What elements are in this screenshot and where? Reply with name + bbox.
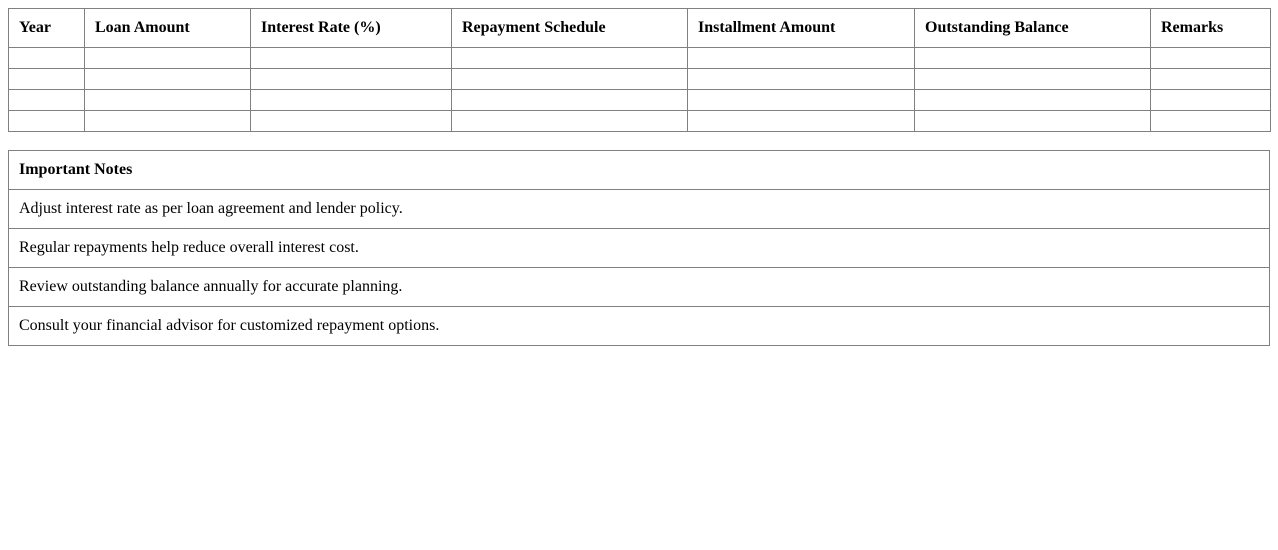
table-cell <box>9 48 85 69</box>
table-cell <box>688 90 915 111</box>
important-notes-table <box>8 150 1270 346</box>
table-cell <box>1151 111 1271 132</box>
table-row <box>9 90 1271 111</box>
column-header-repayment-schedule: Repayment Schedule <box>452 9 688 48</box>
table-row <box>9 69 1271 90</box>
table-header-row <box>9 9 1271 48</box>
table-cell <box>85 48 251 69</box>
note-item: Consult your financial advisor for customized repayment options. <box>9 307 1270 346</box>
table-cell <box>251 90 452 111</box>
table-cell <box>85 90 251 111</box>
table-cell <box>85 69 251 90</box>
table-cell <box>9 90 85 111</box>
note-item: Review outstanding balance annually for accurate planning. <box>9 268 1270 307</box>
note-row <box>9 190 1270 229</box>
table-row <box>9 111 1271 132</box>
column-header-remarks: Remarks <box>1151 9 1271 48</box>
notes-title: Important Notes <box>9 151 1270 190</box>
table-cell <box>1151 69 1271 90</box>
table-cell <box>251 111 452 132</box>
table-row <box>9 48 1271 69</box>
table-cell <box>915 111 1151 132</box>
table-cell <box>452 90 688 111</box>
table-cell <box>1151 90 1271 111</box>
note-row <box>9 268 1270 307</box>
table-cell <box>9 111 85 132</box>
table-cell <box>688 69 915 90</box>
column-header-loan-amount: Loan Amount <box>85 9 251 48</box>
table-cell <box>9 69 85 90</box>
table-cell <box>915 48 1151 69</box>
notes-header-row <box>9 151 1270 190</box>
table-cell <box>1151 48 1271 69</box>
document-body <box>8 8 1270 346</box>
table-cell <box>452 48 688 69</box>
note-row <box>9 307 1270 346</box>
table-cell <box>452 111 688 132</box>
table-cell <box>85 111 251 132</box>
column-header-interest-rate: Interest Rate (%) <box>251 9 452 48</box>
table-cell <box>915 90 1151 111</box>
column-header-outstanding-balance: Outstanding Balance <box>915 9 1151 48</box>
loan-repayment-table <box>8 8 1271 132</box>
column-header-installment-amount: Installment Amount <box>688 9 915 48</box>
table-cell <box>452 69 688 90</box>
note-item: Adjust interest rate as per loan agreement and lender policy. <box>9 190 1270 229</box>
table-cell <box>915 69 1151 90</box>
note-item: Regular repayments help reduce overall interest cost. <box>9 229 1270 268</box>
note-row <box>9 229 1270 268</box>
table-cell <box>688 111 915 132</box>
column-header-year: Year <box>9 9 85 48</box>
table-cell <box>251 69 452 90</box>
table-cell <box>688 48 915 69</box>
table-cell <box>251 48 452 69</box>
